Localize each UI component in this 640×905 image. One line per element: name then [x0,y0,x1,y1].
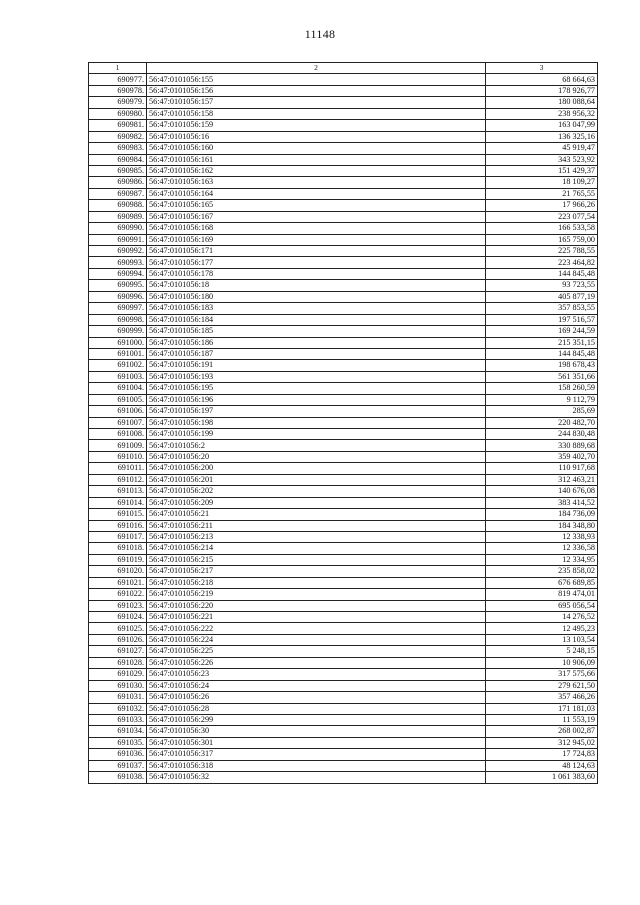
table-body [89,74,598,783]
table-row [89,669,598,680]
value-cell: 93 723,55 [486,280,598,291]
value-cell: 238 956,32 [486,108,598,119]
cadastral-number-cell: 56:47:0101056:317 [147,749,486,760]
value-cell: 244 830,48 [486,429,598,440]
value-cell: 405 877,19 [486,291,598,302]
table-row [89,474,598,485]
row-number-cell: 690993. [89,257,147,268]
table-row [89,463,598,474]
row-number-cell: 691005. [89,394,147,405]
cadastral-number-cell: 56:47:0101056:18 [147,280,486,291]
table-row [89,612,598,623]
table-row [89,623,598,634]
table-row [89,131,598,142]
cadastral-number-cell: 56:47:0101056:201 [147,474,486,485]
table-row [89,97,598,108]
value-cell: 158 260,59 [486,383,598,394]
cadastral-number-cell: 56:47:0101056:220 [147,600,486,611]
value-cell: 676 689,85 [486,577,598,588]
row-number-cell: 691038. [89,772,147,783]
value-cell: 151 429,37 [486,165,598,176]
cadastral-number-cell: 56:47:0101056:301 [147,737,486,748]
table-row [89,177,598,188]
row-number-cell: 690995. [89,280,147,291]
cadastral-number-cell: 56:47:0101056:202 [147,486,486,497]
table-row [89,760,598,771]
row-number-cell: 690999. [89,326,147,337]
table-row [89,657,598,668]
row-number-cell: 691028. [89,657,147,668]
value-cell: 18 109,27 [486,177,598,188]
cadastral-number-cell: 56:47:0101056:222 [147,623,486,634]
cadastral-number-cell: 56:47:0101056:197 [147,406,486,417]
row-number-cell: 691024. [89,612,147,623]
cadastral-number-cell: 56:47:0101056:155 [147,74,486,85]
row-number-cell: 691008. [89,429,147,440]
table-row [89,223,598,234]
value-cell: 12 334,95 [486,554,598,565]
value-cell: 343 523,92 [486,154,598,165]
table-row [89,680,598,691]
row-number-cell: 690991. [89,234,147,245]
row-number-cell: 690988. [89,200,147,211]
row-number-cell: 691011. [89,463,147,474]
cadastral-number-cell: 56:47:0101056:28 [147,703,486,714]
cadastral-number-cell: 56:47:0101056:209 [147,497,486,508]
cadastral-number-cell: 56:47:0101056:224 [147,634,486,645]
table-row [89,108,598,119]
value-cell: 197 516,57 [486,314,598,325]
row-number-cell: 690992. [89,246,147,257]
row-number-cell: 690978. [89,85,147,96]
value-cell: 235 858,02 [486,566,598,577]
row-number-cell: 690997. [89,303,147,314]
cadastral-number-cell: 56:47:0101056:213 [147,531,486,542]
value-cell: 13 103,54 [486,634,598,645]
row-number-cell: 691002. [89,360,147,371]
cadastral-number-cell: 56:47:0101056:30 [147,726,486,737]
row-number-cell: 690998. [89,314,147,325]
cadastral-number-cell: 56:47:0101056:177 [147,257,486,268]
value-cell: 359 402,70 [486,451,598,462]
value-cell: 279 621,50 [486,680,598,691]
table-row [89,348,598,359]
table-row [89,246,598,257]
row-number-cell: 691006. [89,406,147,417]
cadastral-number-cell: 56:47:0101056:198 [147,417,486,428]
row-number-cell: 691001. [89,348,147,359]
table-row [89,280,598,291]
row-number-cell: 690984. [89,154,147,165]
row-number-cell: 691000. [89,337,147,348]
value-cell: 184 348,80 [486,520,598,531]
table-row [89,326,598,337]
table-row [89,531,598,542]
row-number-cell: 690986. [89,177,147,188]
table-row [89,211,598,222]
cadastral-number-cell: 56:47:0101056:299 [147,714,486,725]
cadastral-number-cell: 56:47:0101056:158 [147,108,486,119]
cadastral-number-cell: 56:47:0101056:23 [147,669,486,680]
value-cell: 165 759,00 [486,234,598,245]
table-row [89,497,598,508]
value-cell: 5 248,15 [486,646,598,657]
column-header-cadastral-number: 2 [147,63,486,74]
value-cell: 11 553,19 [486,714,598,725]
row-number-cell: 690987. [89,188,147,199]
cadastral-number-cell: 56:47:0101056:186 [147,337,486,348]
table-row [89,371,598,382]
value-cell: 357 853,55 [486,303,598,314]
cadastral-number-cell: 56:47:0101056:161 [147,154,486,165]
value-cell: 268 002,87 [486,726,598,737]
value-cell: 12 338,93 [486,531,598,542]
cadastral-number-cell: 56:47:0101056:218 [147,577,486,588]
cadastral-number-cell: 56:47:0101056:159 [147,120,486,131]
table-row [89,360,598,371]
table-row [89,143,598,154]
value-cell: 317 575,66 [486,669,598,680]
cadastral-number-cell: 56:47:0101056:215 [147,554,486,565]
table-row [89,451,598,462]
cadastral-number-cell: 56:47:0101056:226 [147,657,486,668]
value-cell: 10 906,09 [486,657,598,668]
table-row [89,749,598,760]
table-row [89,646,598,657]
row-number-cell: 691004. [89,383,147,394]
cadastral-number-cell: 56:47:0101056:165 [147,200,486,211]
page-number: 11148 [304,27,336,41]
table-row [89,74,598,85]
value-cell: 198 678,43 [486,360,598,371]
cadastral-number-cell: 56:47:0101056:318 [147,760,486,771]
table-row [89,383,598,394]
value-cell: 383 414,52 [486,497,598,508]
value-cell: 17 966,26 [486,200,598,211]
value-cell: 169 244,59 [486,326,598,337]
row-number-cell: 691016. [89,520,147,531]
row-number-cell: 691020. [89,566,147,577]
row-number-cell: 690996. [89,291,147,302]
row-number-cell: 690990. [89,223,147,234]
table-row [89,314,598,325]
table-row [89,394,598,405]
cadastral-number-cell: 56:47:0101056:162 [147,165,486,176]
row-number-cell: 691030. [89,680,147,691]
row-number-cell: 691012. [89,474,147,485]
table-row [89,417,598,428]
table-row [89,692,598,703]
cadastral-number-cell: 56:47:0101056:32 [147,772,486,783]
value-cell: 357 466,26 [486,692,598,703]
value-cell: 140 676,08 [486,486,598,497]
table-row [89,566,598,577]
table-row [89,291,598,302]
cadastral-number-cell: 56:47:0101056:168 [147,223,486,234]
table-row [89,509,598,520]
table-row [89,737,598,748]
table-row [89,634,598,645]
row-number-cell: 690981. [89,120,147,131]
cadastral-number-cell: 56:47:0101056:160 [147,143,486,154]
cadastral-number-cell: 56:47:0101056:219 [147,589,486,600]
row-number-cell: 691019. [89,554,147,565]
value-cell: 225 788,55 [486,246,598,257]
row-number-cell: 690989. [89,211,147,222]
table-row [89,543,598,554]
value-cell: 220 482,70 [486,417,598,428]
table-row [89,85,598,96]
cadastral-number-cell: 56:47:0101056:191 [147,360,486,371]
value-cell: 312 945,02 [486,737,598,748]
column-header-value: 3 [486,63,598,74]
cadastral-number-cell: 56:47:0101056:178 [147,268,486,279]
row-number-cell: 691027. [89,646,147,657]
table-row [89,120,598,131]
cadastral-number-cell: 56:47:0101056:16 [147,131,486,142]
value-cell: 819 474,01 [486,589,598,600]
table-row [89,600,598,611]
value-cell: 45 919,47 [486,143,598,154]
value-cell: 144 845,48 [486,348,598,359]
value-cell: 330 889,68 [486,440,598,451]
value-cell: 695 056,54 [486,600,598,611]
value-cell: 144 845,48 [486,268,598,279]
table-row [89,726,598,737]
cadastral-number-cell: 56:47:0101056:24 [147,680,486,691]
row-number-cell: 691029. [89,669,147,680]
row-number-cell: 691009. [89,440,147,451]
value-cell: 312 463,21 [486,474,598,485]
value-cell: 166 533,58 [486,223,598,234]
cadastral-number-cell: 56:47:0101056:171 [147,246,486,257]
table-row [89,772,598,783]
table-row [89,406,598,417]
table-row [89,703,598,714]
cadastral-number-cell: 56:47:0101056:185 [147,326,486,337]
cadastral-number-cell: 56:47:0101056:20 [147,451,486,462]
table-header-row [89,63,598,74]
table-row [89,486,598,497]
row-number-cell: 691033. [89,714,147,725]
table-row [89,714,598,725]
table-row [89,337,598,348]
value-cell: 17 724,83 [486,749,598,760]
cadastral-number-cell: 56:47:0101056:225 [147,646,486,657]
cadastral-number-cell: 56:47:0101056:193 [147,371,486,382]
table-row [89,257,598,268]
row-number-cell: 690994. [89,268,147,279]
cadastral-number-cell: 56:47:0101056:183 [147,303,486,314]
column-header-number: 1 [89,63,147,74]
value-cell: 180 088,64 [486,97,598,108]
table-row [89,234,598,245]
table-row [89,188,598,199]
row-number-cell: 690985. [89,165,147,176]
table-row [89,268,598,279]
cadastral-number-cell: 56:47:0101056:21 [147,509,486,520]
row-number-cell: 691026. [89,634,147,645]
value-cell: 9 112,79 [486,394,598,405]
cadastral-number-cell: 56:47:0101056:221 [147,612,486,623]
row-number-cell: 691017. [89,531,147,542]
row-number-cell: 691003. [89,371,147,382]
cadastral-number-cell: 56:47:0101056:163 [147,177,486,188]
table-row [89,554,598,565]
cadastral-number-cell: 56:47:0101056:167 [147,211,486,222]
table-row [89,154,598,165]
table-row [89,589,598,600]
cadastral-number-cell: 56:47:0101056:184 [147,314,486,325]
row-number-cell: 691031. [89,692,147,703]
row-number-cell: 691035. [89,737,147,748]
cadastral-number-cell: 56:47:0101056:164 [147,188,486,199]
row-number-cell: 690977. [89,74,147,85]
value-cell: 171 181,03 [486,703,598,714]
cadastral-number-cell: 56:47:0101056:157 [147,97,486,108]
row-number-cell: 691007. [89,417,147,428]
table-row [89,577,598,588]
cadastral-number-cell: 56:47:0101056:156 [147,85,486,96]
row-number-cell: 691014. [89,497,147,508]
value-cell: 110 917,68 [486,463,598,474]
cadastral-number-cell: 56:47:0101056:214 [147,543,486,554]
cadastral-number-cell: 56:47:0101056:187 [147,348,486,359]
table-row [89,429,598,440]
cadastral-number-cell: 56:47:0101056:169 [147,234,486,245]
value-cell: 21 765,55 [486,188,598,199]
value-cell: 178 926,77 [486,85,598,96]
row-number-cell: 691025. [89,623,147,634]
cadastral-number-cell: 56:47:0101056:211 [147,520,486,531]
value-cell: 184 736,09 [486,509,598,520]
cadastral-number-cell: 56:47:0101056:217 [147,566,486,577]
row-number-cell: 691018. [89,543,147,554]
cadastral-table [88,62,598,784]
value-cell: 163 047,99 [486,120,598,131]
row-number-cell: 691023. [89,600,147,611]
table-row [89,165,598,176]
value-cell: 68 664,63 [486,74,598,85]
cadastral-number-cell: 56:47:0101056:26 [147,692,486,703]
value-cell: 1 061 383,60 [486,772,598,783]
row-number-cell: 690979. [89,97,147,108]
row-number-cell: 691022. [89,589,147,600]
table-row [89,440,598,451]
row-number-cell: 691015. [89,509,147,520]
cadastral-number-cell: 56:47:0101056:196 [147,394,486,405]
value-cell: 12 495,23 [486,623,598,634]
value-cell: 12 336,58 [486,543,598,554]
row-number-cell: 691034. [89,726,147,737]
value-cell: 14 276,52 [486,612,598,623]
cadastral-number-cell: 56:47:0101056:180 [147,291,486,302]
value-cell: 48 124,63 [486,760,598,771]
cadastral-number-cell: 56:47:0101056:2 [147,440,486,451]
value-cell: 561 351,66 [486,371,598,382]
row-number-cell: 691021. [89,577,147,588]
value-cell: 285,69 [486,406,598,417]
row-number-cell: 691013. [89,486,147,497]
row-number-cell: 690983. [89,143,147,154]
value-cell: 136 325,16 [486,131,598,142]
table-row [89,200,598,211]
table-row [89,303,598,314]
table-row [89,520,598,531]
cadastral-number-cell: 56:47:0101056:195 [147,383,486,394]
value-cell: 223 464,82 [486,257,598,268]
value-cell: 215 351,15 [486,337,598,348]
row-number-cell: 690982. [89,131,147,142]
row-number-cell: 691032. [89,703,147,714]
cadastral-number-cell: 56:47:0101056:199 [147,429,486,440]
row-number-cell: 691036. [89,749,147,760]
row-number-cell: 690980. [89,108,147,119]
value-cell: 223 077,54 [486,211,598,222]
cadastral-number-cell: 56:47:0101056:200 [147,463,486,474]
row-number-cell: 691010. [89,451,147,462]
row-number-cell: 691037. [89,760,147,771]
